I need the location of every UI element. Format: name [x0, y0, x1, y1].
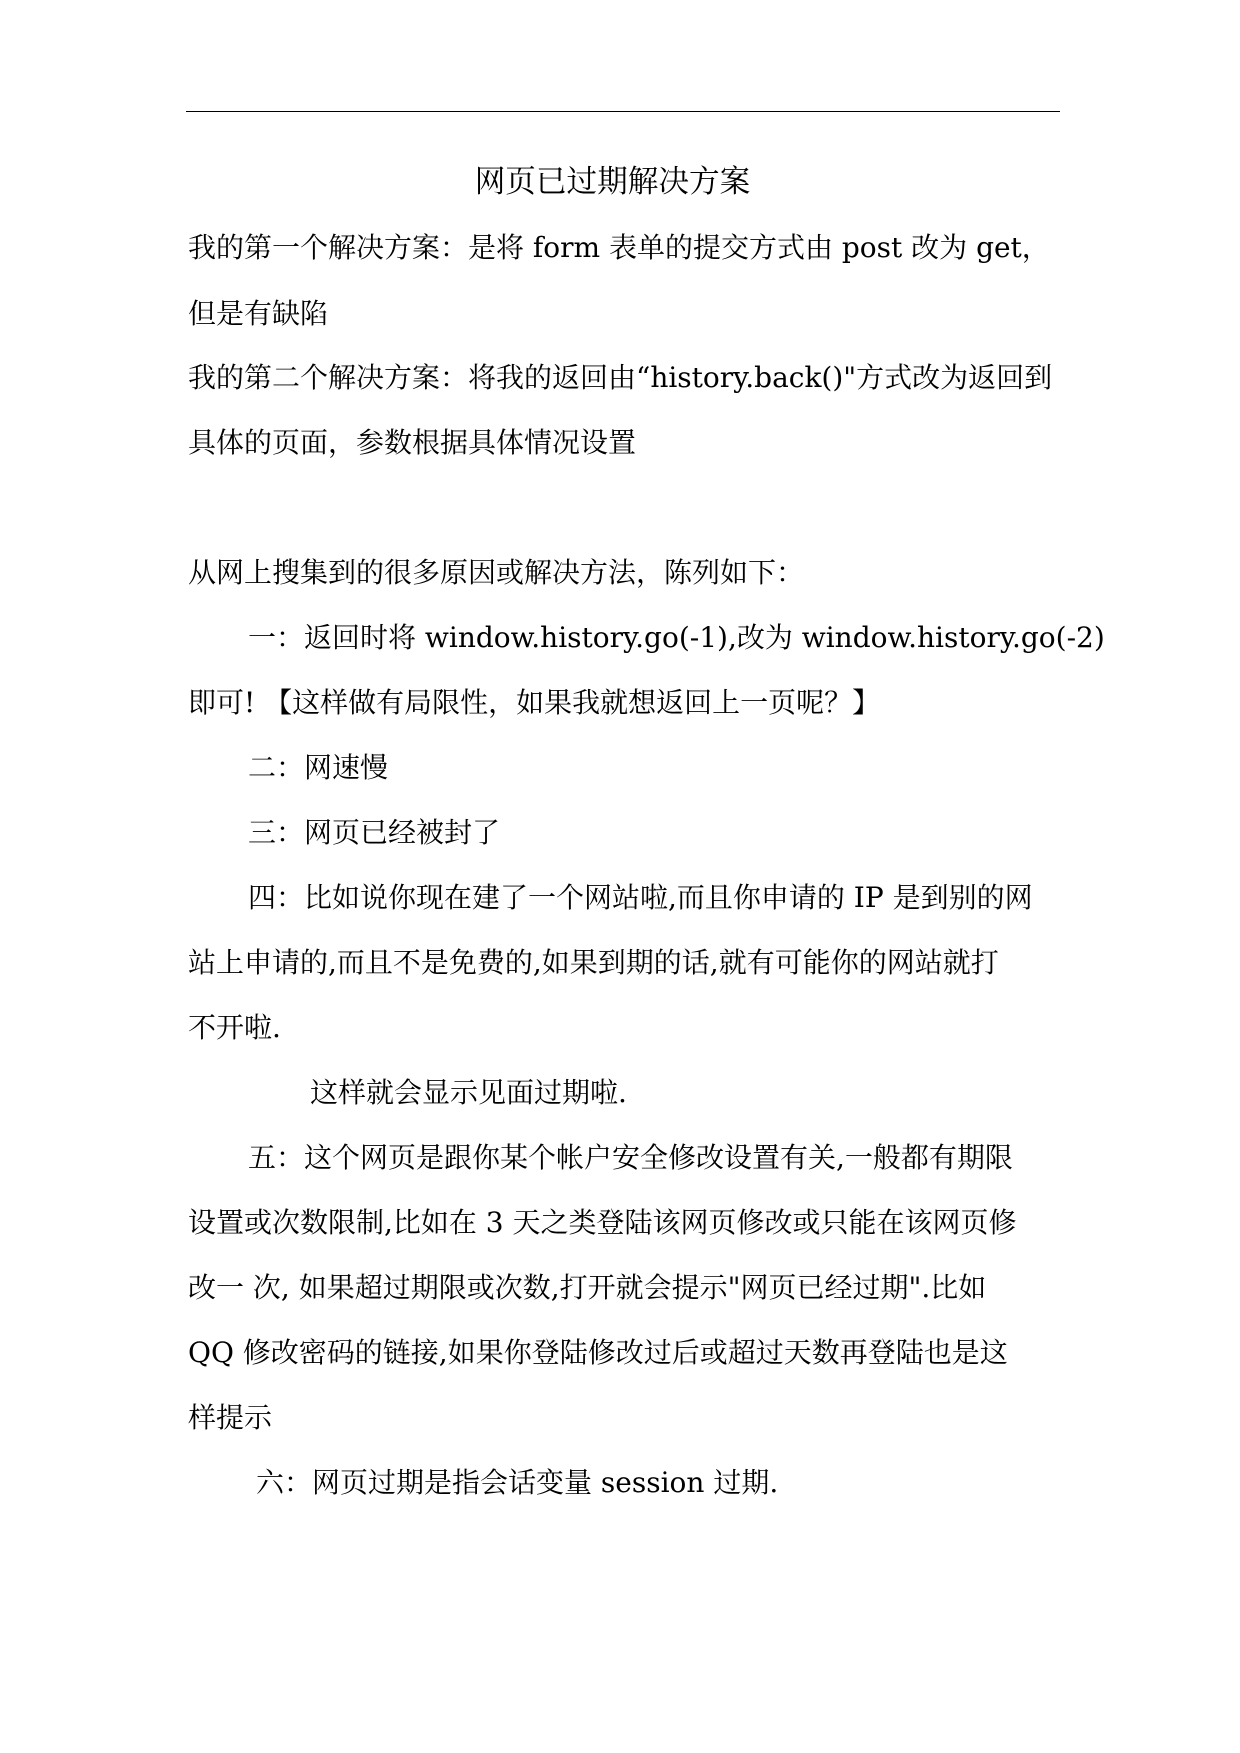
text-line-reason-5-cont: 设置或次数限制,比如在 3 天之类登陆该网页修改或只能在该网页修	[188, 1206, 1017, 1239]
text-line-reason-4-cont: 站上申请的,而且不是免费的,如果到期的话,就有可能你的网站就打	[188, 946, 999, 979]
text-line-collected-reasons: 从网上搜集到的很多原因或解决方法，陈列如下：	[188, 556, 805, 589]
text-line-second-solution: 我的第二个解决方案：将我的返回由“history.back()"方式改为返回到	[188, 361, 1053, 394]
text-line-reason-5-cont-3: QQ 修改密码的链接,如果你登陆修改过后或超过天数再登陆也是这	[188, 1336, 1008, 1369]
document-title: 网页已过期解决方案	[474, 164, 751, 200]
text-line-reason-5: 五：这个网页是跟你某个帐户安全修改设置有关,一般都有期限	[248, 1141, 1013, 1174]
text-line-first-solution-cont: 但是有缺陷	[188, 297, 329, 330]
header-rule	[186, 111, 1060, 112]
text-line-first-solution: 我的第一个解决方案：是将 form 表单的提交方式由 post 改为 get，	[188, 231, 1050, 264]
text-line-reason-1-cont: 即可! 【这样做有局限性，如果我就想返回上一页呢？】	[188, 686, 881, 719]
text-line-reason-5-cont-4: 样提示	[188, 1401, 273, 1434]
text-line-reason-6: 六：网页过期是指会话变量 session 过期.	[256, 1466, 779, 1499]
text-line-reason-4-cont-2: 不开啦.	[188, 1011, 281, 1044]
text-line-reason-4: 四：比如说你现在建了一个网站啦,而且你申请的 IP 是到别的网	[248, 881, 1033, 914]
text-line-reason-5-cont-2: 改一 次, 如果超过期限或次数,打开就会提示"网页已经过期".比如	[188, 1271, 987, 1304]
text-line-reason-2: 二：网速慢	[248, 751, 389, 784]
text-line-reason-4-note: 这样就会显示见面过期啦.	[310, 1076, 627, 1109]
text-line-reason-3: 三：网页已经被封了	[248, 816, 501, 849]
text-line-second-solution-cont: 具体的页面，参数根据具体情况设置	[188, 426, 637, 459]
text-line-reason-1: 一：返回时将 window.history.go(-1),改为 window.history.go(-2)	[248, 621, 1105, 654]
